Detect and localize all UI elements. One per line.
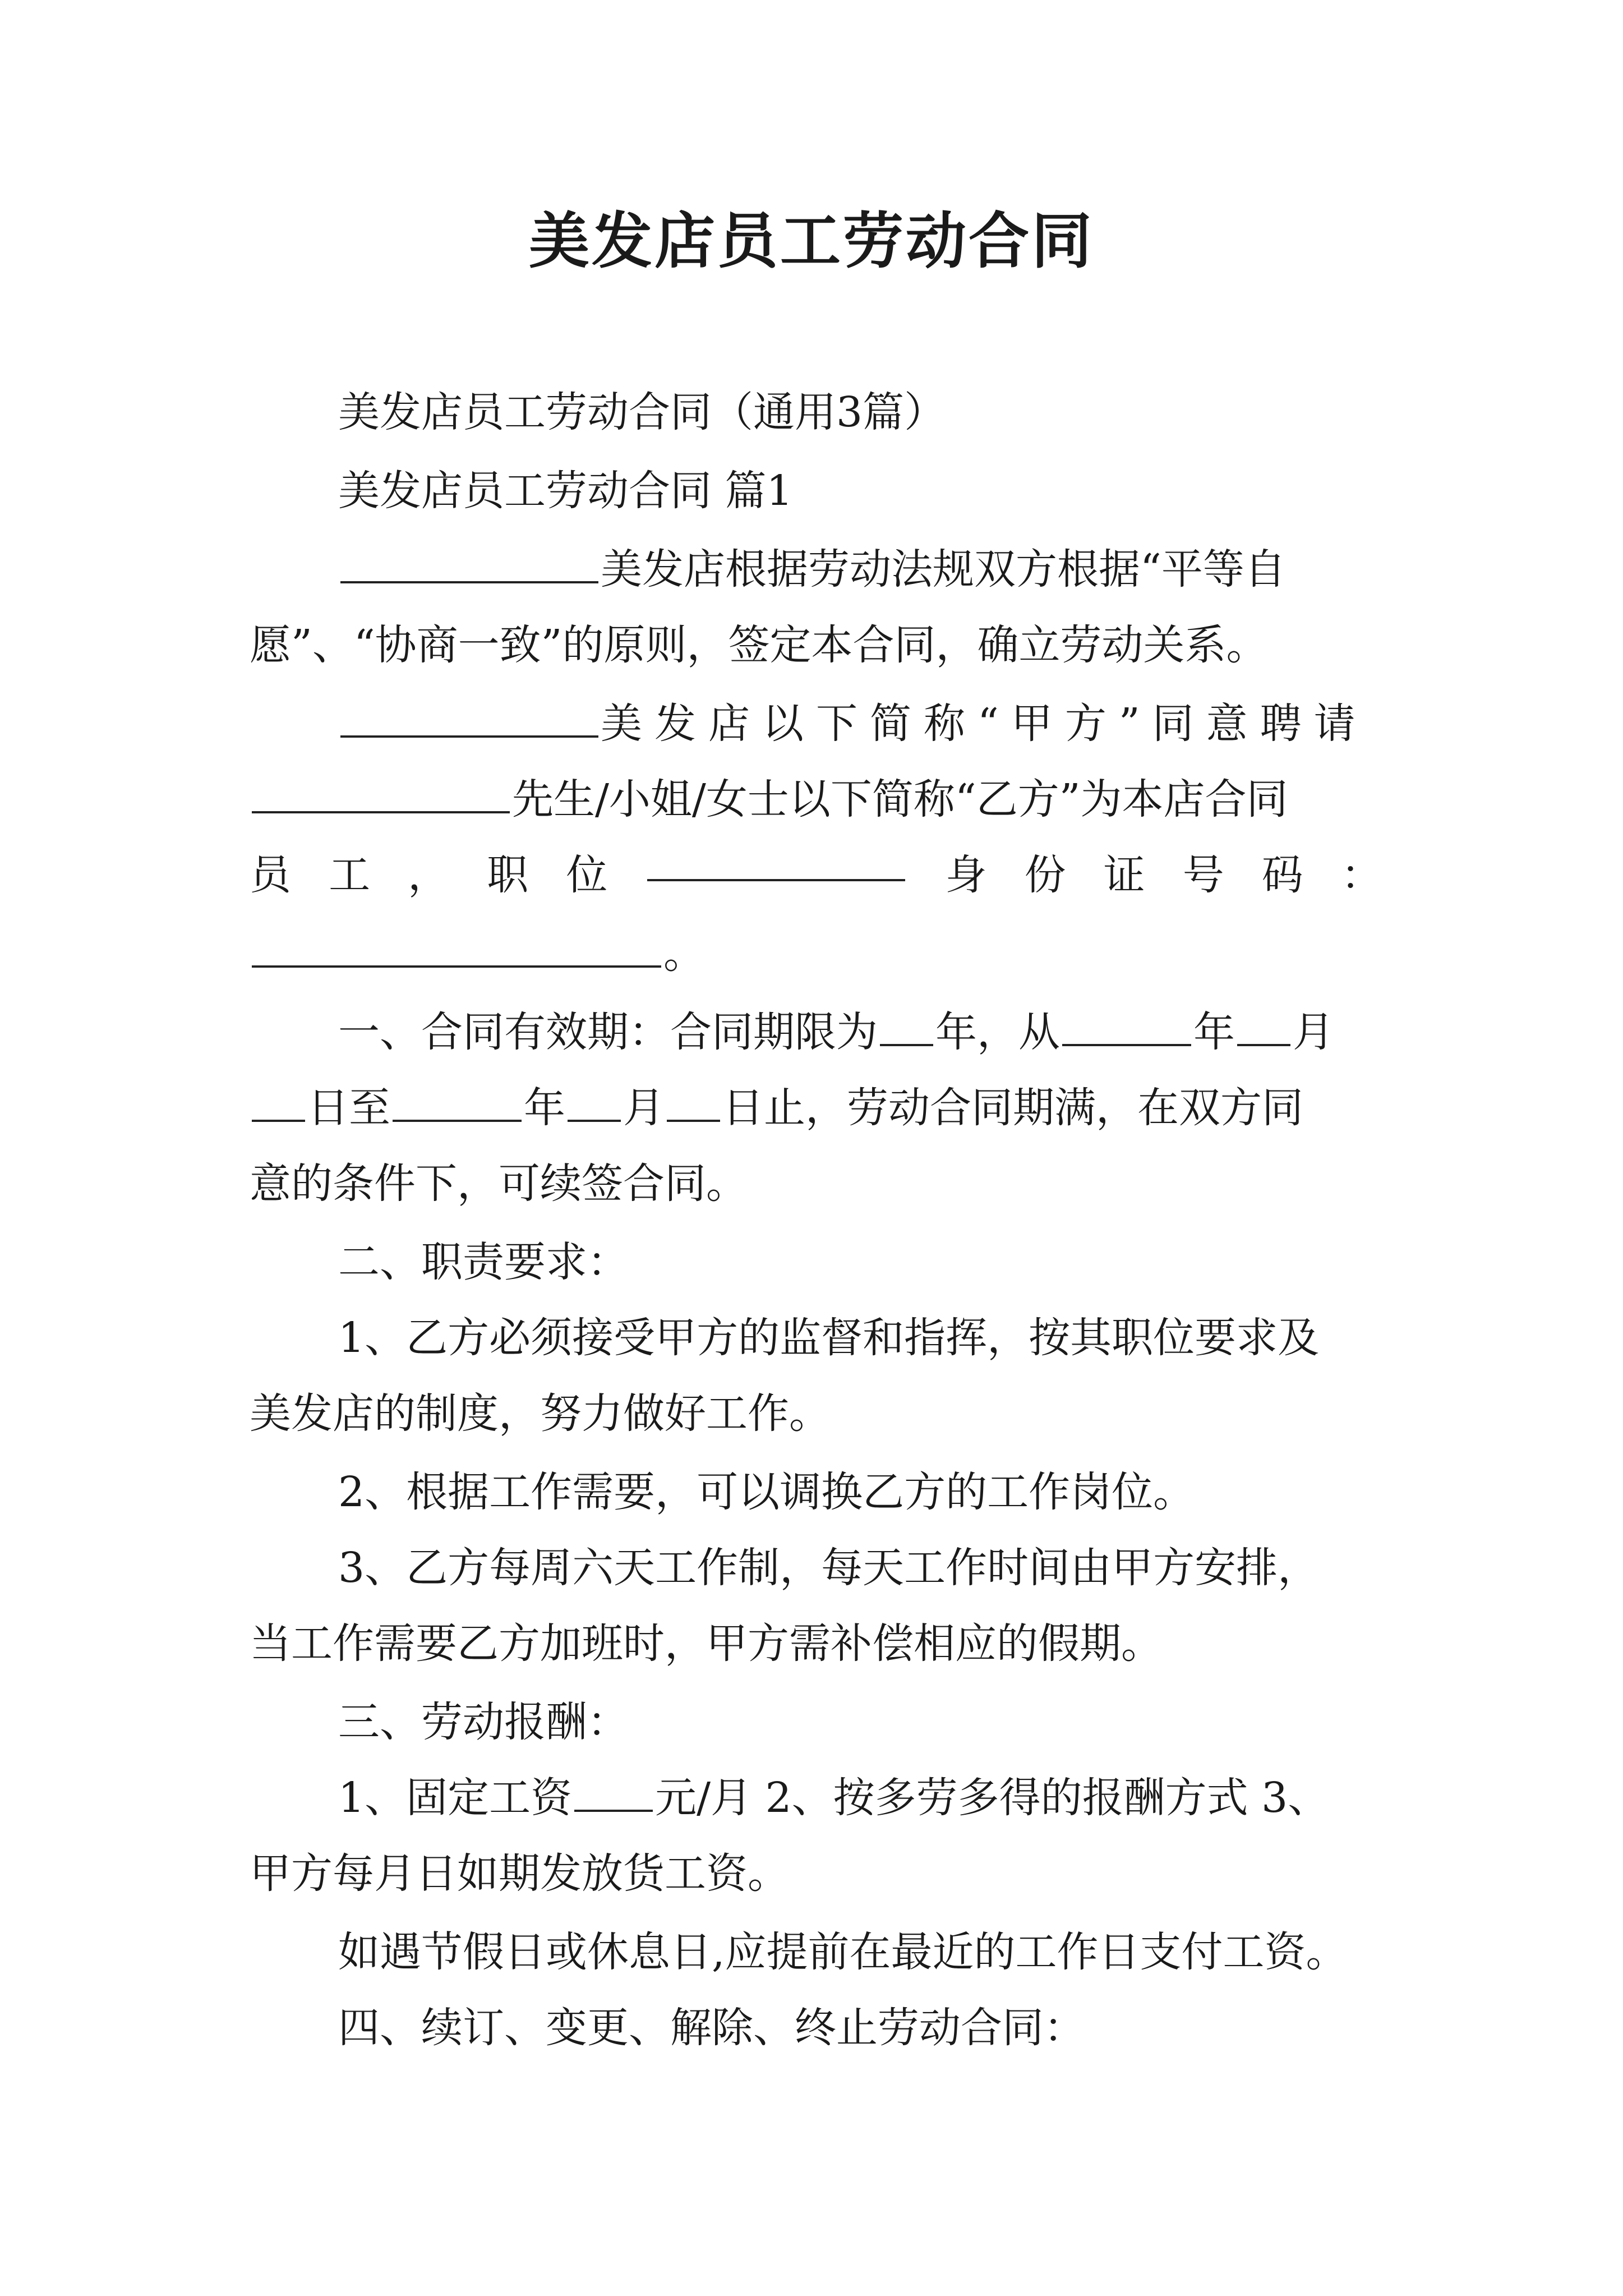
section-heading: 四、续订、变更、解除、终止劳动合同： [338, 2004, 1085, 2052]
blank-field[interactable] [647, 844, 905, 881]
paragraph-line: 如遇节假日或休息日,应提前在最近的工作日支付工资。 [338, 1928, 1348, 1976]
section-heading: 二、职责要求： [338, 1238, 629, 1286]
blank-field[interactable] [340, 546, 598, 583]
blank-field[interactable] [252, 931, 661, 968]
paragraph-line: 愿”、“协商一致”的原则，签定本合同，确立劳动关系。 [250, 621, 1268, 669]
subtitle-line: 美发店员工劳动合同（通用3篇） [338, 388, 946, 436]
paragraph-line: 员 工 ， 职 位 身 份 证 号 码 ： [250, 844, 1382, 906]
blank-field[interactable] [1237, 1009, 1290, 1046]
section-heading: 三、劳动报酬： [338, 1698, 629, 1746]
paragraph-line: 美发店根据劳动法规双方根据“平等自 [338, 539, 1382, 600]
blank-field[interactable] [1062, 1009, 1191, 1046]
blank-field[interactable] [667, 1085, 720, 1122]
blank-field[interactable] [393, 1085, 522, 1122]
paragraph-line: 3、乙方每周六天工作制，每天工作时间由甲方安排， [338, 1544, 1320, 1592]
paragraph-line: 日至 年 月 日止，劳动合同期满，在双方同 [250, 1077, 1382, 1139]
blank-field[interactable] [574, 1775, 653, 1812]
paragraph-line: 意的条件下，可续签合同。 [250, 1159, 748, 1208]
paragraph-line: 一、合同有效期：合同期限为 年，从 年 月 [338, 1008, 1334, 1056]
paragraph-line: 甲方每月日如期发放货工资。 [250, 1849, 789, 1898]
paragraph-line: 当工作需要乙方加班时，甲方需补偿相应的假期。 [250, 1619, 1163, 1668]
document-title: 美发店员工劳动合同 [528, 206, 1094, 277]
paragraph-line: 2、根据工作需要，可以调换乙方的工作岗位。 [338, 1468, 1195, 1516]
paragraph-line: 先生/小姐/女士以下简称“乙方”为本店合同 [250, 769, 1382, 830]
paragraph-line: 1、固定工资 元/月 2、按多劳多得的报酬方式 3、 [338, 1774, 1330, 1822]
section-heading: 美发店员工劳动合同 篇1 [338, 467, 793, 515]
paragraph-line: 美发店以下简称“甲方”同意聘请 [338, 693, 1382, 754]
blank-field[interactable] [252, 776, 510, 813]
blank-field[interactable] [568, 1085, 621, 1122]
paragraph-line: 。 [250, 923, 1382, 984]
paragraph-line: 1、乙方必须接受甲方的监督和指挥，按其职位要求及 [338, 1314, 1320, 1362]
blank-field[interactable] [880, 1009, 933, 1046]
blank-field[interactable] [340, 701, 598, 738]
blank-field[interactable] [252, 1085, 305, 1122]
paragraph-line: 美发店的制度，努力做好工作。 [250, 1389, 831, 1438]
